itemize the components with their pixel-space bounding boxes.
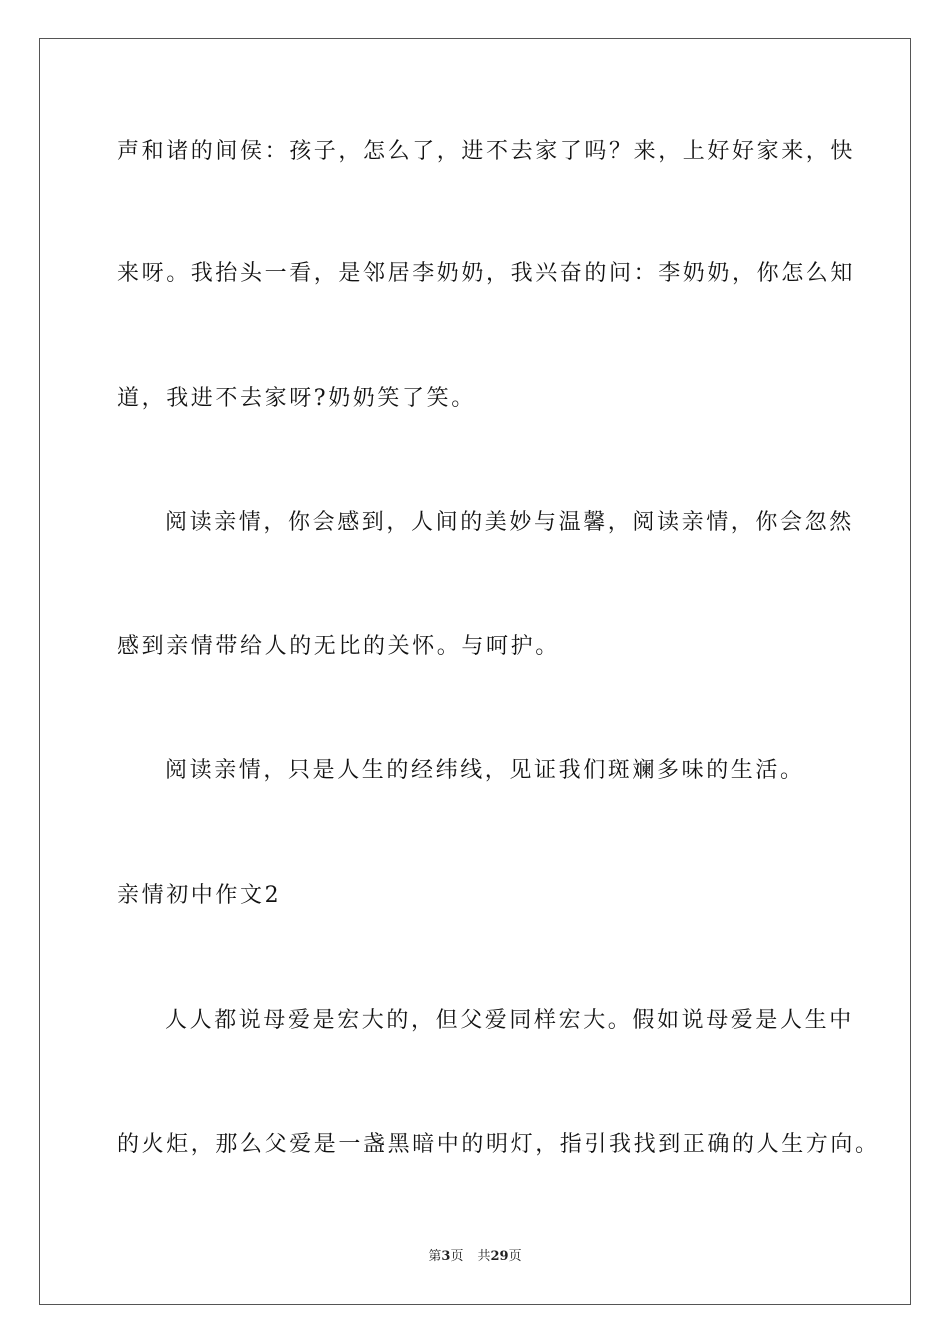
body-line-5: 感到亲情带给人的无比的关怀。与呵护。: [117, 634, 560, 659]
page-footer: [0, 1248, 950, 1266]
page-border: [39, 38, 911, 1305]
body-line-2: 来呀。我抬头一看，是邻居李奶奶，我兴奋的问：李奶奶，你怎么知: [117, 261, 856, 286]
body-line-1: 声和诸的间侯：孩子，怎么了，进不去家了吗？来，上好好家来，快: [117, 139, 856, 164]
body-line-7: 人人都说母爱是宏大的，但父爱同样宏大。假如说母爱是人生中: [165, 1008, 854, 1033]
body-line-4: 阅读亲情，你会感到，人间的美妙与温馨，阅读亲情，你会忽然: [165, 510, 854, 535]
footer-total-prefix: 共: [477, 1249, 491, 1264]
footer-total-pages: 29: [490, 1249, 509, 1264]
body-line-6: 阅读亲情，只是人生的经纬线，见证我们斑斓多味的生活。: [165, 758, 805, 783]
body-line-3: 道，我进不去家呀?奶奶笑了笑。: [117, 386, 476, 411]
body-line-8: 的火炬，那么父爱是一盏黑暗中的明灯，指引我找到正确的人生方向。: [117, 1132, 880, 1157]
footer-page-number: 3: [441, 1249, 451, 1264]
footer-page-suffix: 页: [450, 1249, 464, 1264]
footer-total-suffix: 页: [508, 1249, 522, 1264]
footer-page-prefix: 第: [428, 1249, 442, 1264]
section-heading: 亲情初中作文2: [117, 883, 282, 908]
